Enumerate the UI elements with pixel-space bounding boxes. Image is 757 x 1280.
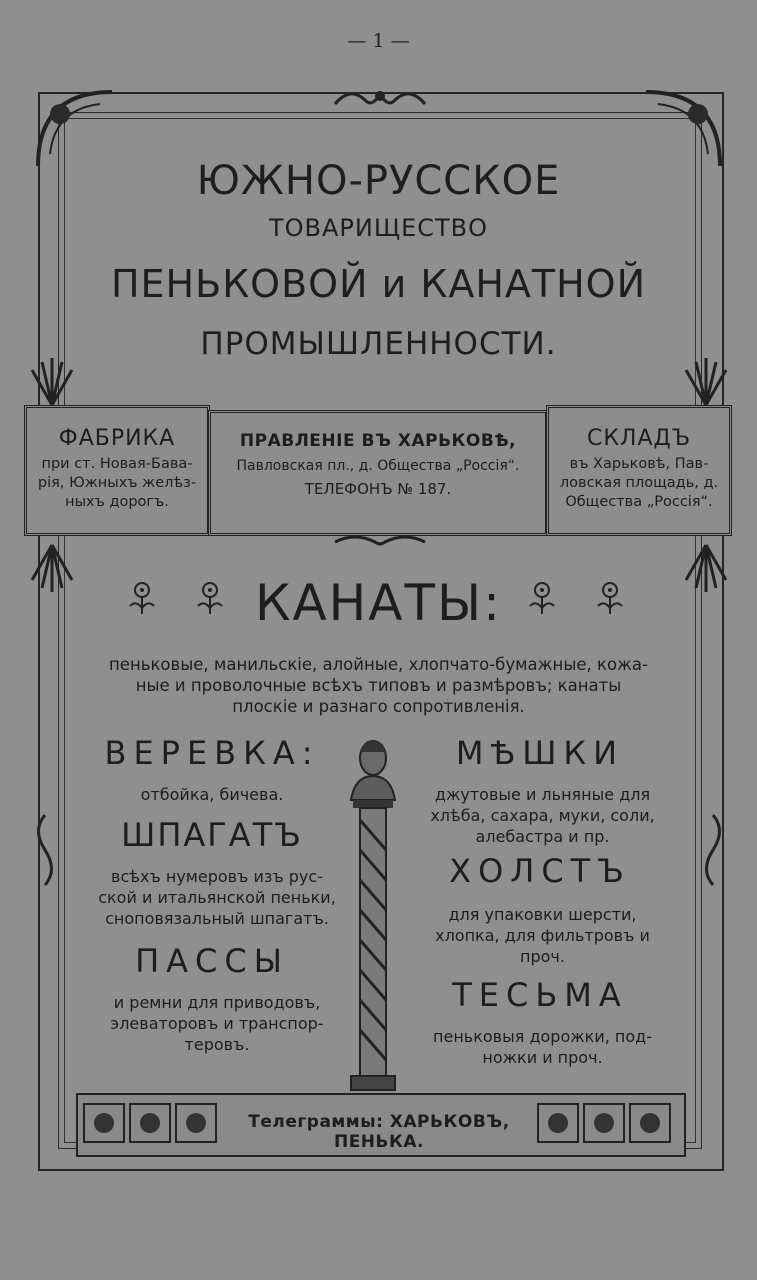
passy-title: ПАССЫ xyxy=(135,942,289,980)
right-side-scroll-ornament xyxy=(698,810,728,890)
kholst-line: для упаковки шерсти, xyxy=(448,905,637,924)
passy-line: элеваторовъ и транспор- xyxy=(110,1014,324,1033)
kholst-line: проч. xyxy=(520,947,565,966)
left-side-scroll-ornament xyxy=(30,810,60,890)
telegram-address: Телеграммы: ХАРЬКОВЪ, ПЕНЬКА. xyxy=(248,1112,510,1152)
factory-line: при ст. Новая-Бава- xyxy=(41,456,193,472)
kanaty-title: КАНАТЫ: xyxy=(254,574,502,632)
company-title-line4: ПРОМЫШЛЕННОСТИ. xyxy=(200,326,557,362)
shpagat-text xyxy=(72,866,362,929)
passy-line: и ремни для приводовъ, xyxy=(113,993,321,1012)
passy-text xyxy=(72,992,362,1055)
tesma-line: ножки и проч. xyxy=(482,1048,603,1067)
kholst-text xyxy=(395,904,690,967)
factory-line: рія, Южныхъ желѣз- xyxy=(37,475,197,491)
warehouse-box xyxy=(546,405,732,536)
warehouse-line: ловская площадь, д. xyxy=(559,475,719,491)
tesma-title: ТЕСЬМА xyxy=(452,976,628,1014)
meshki-line: хлѣба, сахара, муки, соли, xyxy=(430,806,655,825)
shpagat-line: всѣхъ нумеровъ изъ рус- xyxy=(111,867,323,886)
warehouse-text xyxy=(549,455,729,512)
factory-box xyxy=(24,405,210,536)
shpagat-line: сноповязальный шпагатъ. xyxy=(105,909,329,928)
meshki-line: алебастра и пр. xyxy=(475,827,610,846)
warehouse-line: въ Харьковѣ, Пав- xyxy=(569,456,709,472)
kanaty-line: плоскіе и разнаго сопротивленія. xyxy=(232,697,525,716)
meshki-line: джутовые и льняные для xyxy=(434,785,651,804)
verevka-title: ВЕРЕВКА: xyxy=(104,734,320,772)
factory-text xyxy=(27,455,207,512)
board-box xyxy=(208,410,548,536)
page-number: — 1 — xyxy=(347,30,410,52)
right-tile-ornament xyxy=(536,1100,676,1146)
kanaty-line: ные и проволочные всѣхъ типовъ и размѣровъ; канаты xyxy=(135,676,622,695)
kanaty-line: пеньковые, манильскіе, алойные, хлопчато-бумажные, кожа- xyxy=(109,655,648,674)
passy-line: теровъ. xyxy=(184,1035,250,1054)
board-title: ПРАВЛЕНІЕ ВЪ ХАРЬКОВѢ, xyxy=(239,431,517,451)
tesma-line: пеньковыя дорожки, под- xyxy=(433,1027,652,1046)
company-title-line3: ПЕНЬКОВОЙ и КАНАТНОЙ xyxy=(110,262,647,306)
kholst-title: ХОЛСТЪ xyxy=(449,852,631,890)
company-title-line2: ТОВАРИЩЕСТВО xyxy=(268,214,489,242)
center-scroll-ornament xyxy=(330,532,430,552)
board-address: Павловская пл., д. Общества „Россія“. xyxy=(236,458,520,474)
verevka-text: отбойка, бичева. xyxy=(140,785,284,804)
top-scroll-ornament xyxy=(330,84,430,114)
factory-title: ФАБРИКА xyxy=(58,426,176,451)
factory-line: ныхъ дорогъ. xyxy=(65,494,169,510)
company-title-line1: ЮЖНО-РУССКОЕ xyxy=(196,158,561,204)
tesma-text xyxy=(395,1026,690,1068)
shpagat-line: ской и итальянской пеньки, xyxy=(98,888,336,907)
kholst-line: хлопка, для фильтровъ и xyxy=(435,926,650,945)
left-tile-ornament xyxy=(82,1100,222,1146)
warehouse-line: Общества „Россія“. xyxy=(565,494,713,510)
meshki-title: МѢШКИ xyxy=(455,734,625,772)
shpagat-title: ШПАГАТЪ xyxy=(121,816,303,854)
meshki-text xyxy=(395,784,690,847)
kanaty-description xyxy=(70,654,687,717)
warehouse-title: СКЛАДЪ xyxy=(586,426,692,451)
board-phone: ТЕЛЕФОНЪ № 187. xyxy=(304,480,452,498)
